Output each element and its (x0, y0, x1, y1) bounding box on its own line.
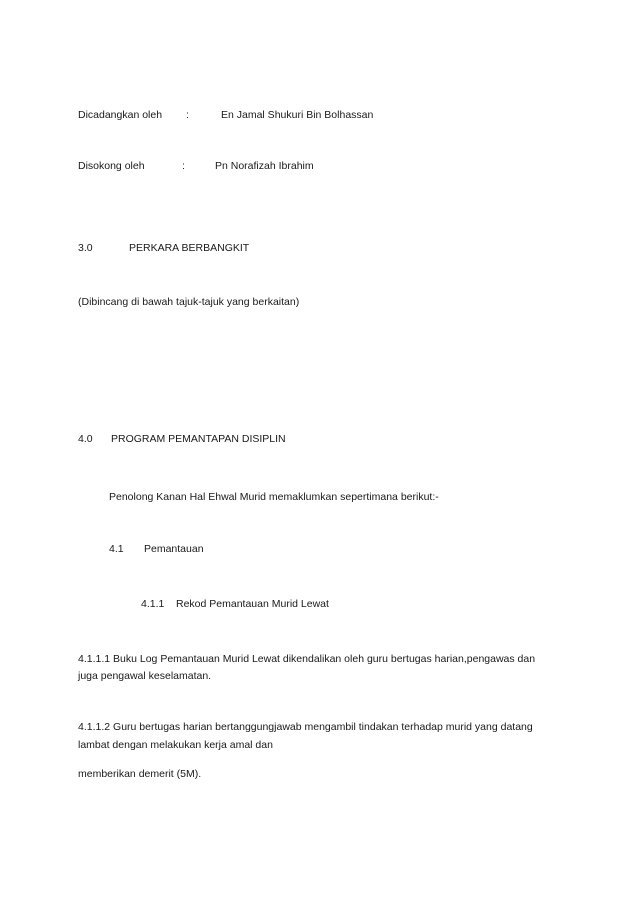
section-3-title: PERKARA BERBANGKIT (129, 242, 250, 254)
supported-by-name: Pn Norafizah Ibrahim (215, 160, 314, 172)
item-4-1-1-2-line2: lambat dengan melakukan kerja amal dan (78, 739, 273, 751)
section-3-note: (Dibincang di bawah tajuk-tajuk yang berkaitan) (78, 296, 300, 308)
subsection-4-1-title: Pemantauan (144, 543, 204, 555)
proposed-by-colon: : (186, 109, 189, 121)
proposed-by-name: En Jamal Shukuri Bin Bolhassan (221, 109, 374, 121)
subsection-4-1-1-title: Rekod Pemantauan Murid Lewat (176, 598, 329, 610)
item-4-1-1-2-line1: 4.1.1.2 Guru bertugas harian bertanggungjawab mengambil tindakan terhadap murid yang datang (78, 721, 533, 733)
item-4-1-1-2-line3: memberikan demerit (5M). (78, 768, 202, 780)
item-4-1-1-1-line1: 4.1.1.1 Buku Log Pemantauan Murid Lewat dikendalikan oleh guru bertugas harian,pengawas dan (78, 653, 536, 665)
supported-by-label: Disokong oleh (78, 160, 145, 172)
supported-by-colon: : (182, 160, 185, 172)
section-4-number: 4.0 (78, 433, 93, 445)
section-4-title: PROGRAM PEMANTAPAN DISIPLIN (111, 433, 286, 445)
item-4-1-1-1-line2: juga pengawal keselamatan. (78, 670, 212, 682)
subsection-4-1-1-number: 4.1.1 (141, 598, 165, 610)
section-3-number: 3.0 (78, 242, 93, 254)
section-4-intro: Penolong Kanan Hal Ehwal Murid memaklumkan sepertimana berikut:- (109, 491, 439, 503)
proposed-by-label: Dicadangkan oleh (78, 109, 163, 121)
subsection-4-1-number: 4.1 (109, 543, 124, 555)
